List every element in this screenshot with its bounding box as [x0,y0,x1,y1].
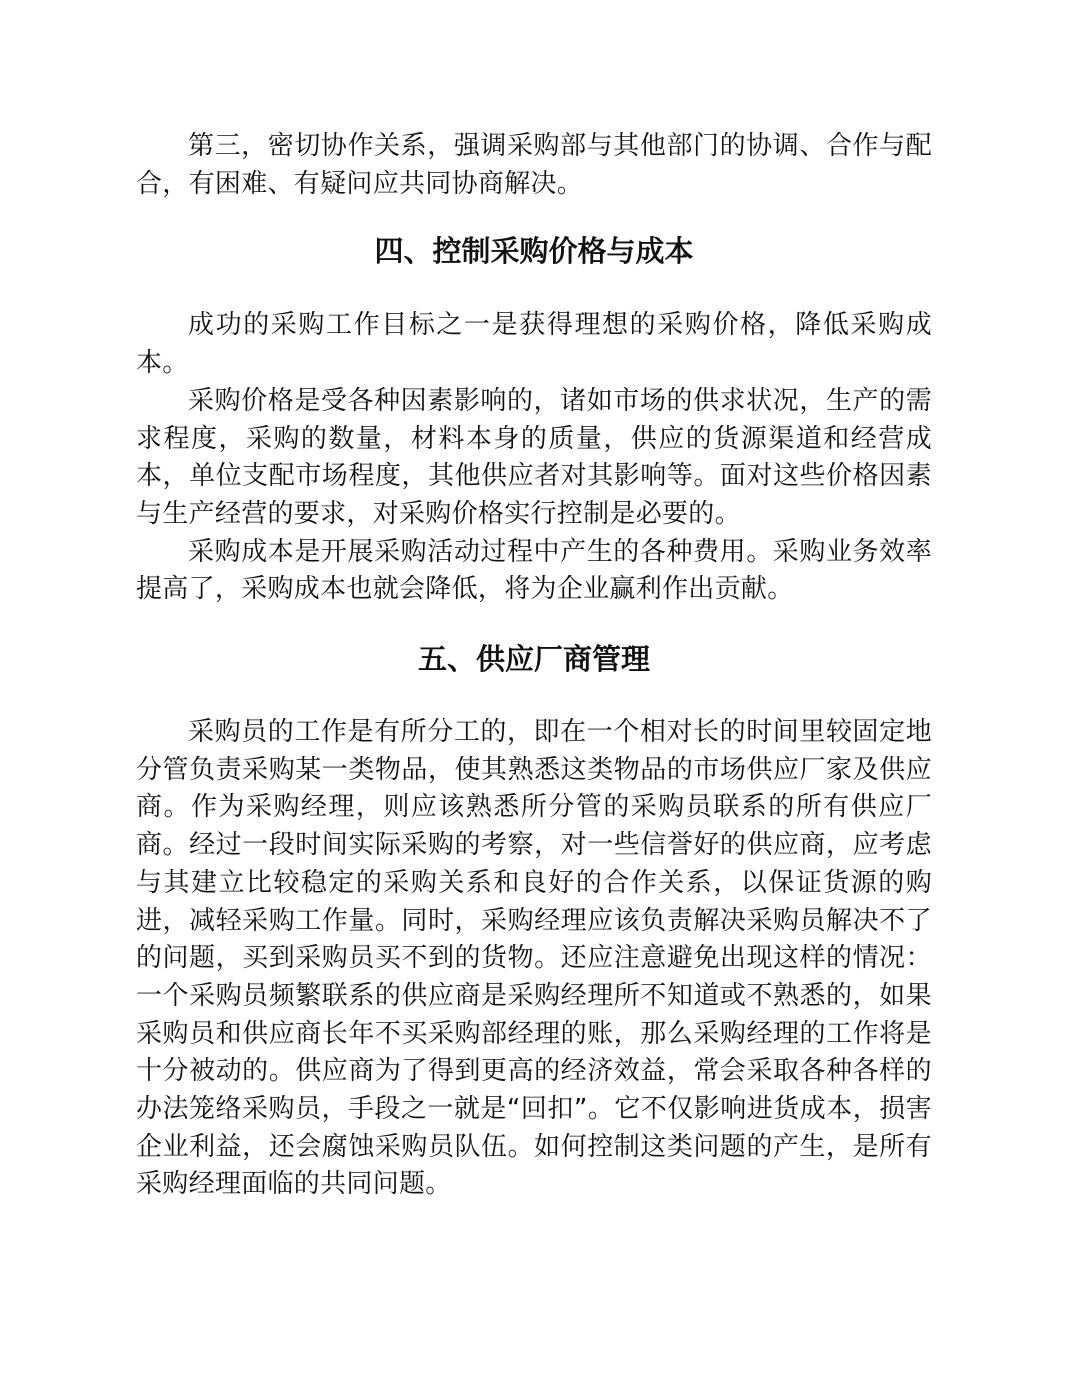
section-heading-price-cost: 四、控制采购价格与成本 [374,234,694,269]
document-body [136,128,932,1204]
paragraph-supplier-management: 采购员的工作是有所分工的，即在一个相对长的时间里较固定地分管负责采购某一类物品，使其熟悉这类物品的市场供应厂家及供应商。作为采购经理，则应该熟悉所分管的采购员联系的所有供应厂商。经过一段时间实际采购的考察，对一些信誉好的供应商，应考虑与其建立比较稳定的采购关系和良好的合作关系，以保证货源的购进，减轻采购工作量。同时，采购经理应该负责解决采购员解决不了的问题，买到采购员买不到的货物。还应注意避免出现这样的情况：一个采购员频繁联系的供应商是采购经理所不知道或不熟悉的，如果采购员和供应商长年不买采购部经理的账，那么采购经理的工作将是十分被动的。供应商为了得到更高的经济效益，常会采取各种各样的办法笼络采购员，手段之一就是“回扣”。它不仅影响进货成本，损害企业利益，还会腐蚀采购员队伍。如何控制这类问题的产生，是所有采购经理面临的共同问题。 [136,717,932,1200]
paragraph-price-goal: 成功的采购工作目标之一是获得理想的采购价格，降低采购成本。 [136,310,932,379]
section-heading-supplier-management: 五、供应厂商管理 [417,642,650,677]
paragraph-cooperation: 第三，密切协作关系，强调采购部与其他部门的协调、合作与配合，有困难、有疑问应共同协商解决。 [136,131,932,199]
paragraph-price-factors: 采购价格是受各种因素影响的，诸如市场的供求状况，生产的需求程度，采购的数量，材料本身的质量，供应的货源渠道和经营成本，单位支配市场程度，其他供应者对其影响等。面对这些价格因素与生产经营的要求，对采购价格实行控制是必要的。 [136,385,932,529]
paragraph-purchase-cost: 采购成本是开展采购活动过程中产生的各种费用。采购业务效率提高了，采购成本也就会降低，将为企业赢利作出贡献。 [136,536,932,605]
